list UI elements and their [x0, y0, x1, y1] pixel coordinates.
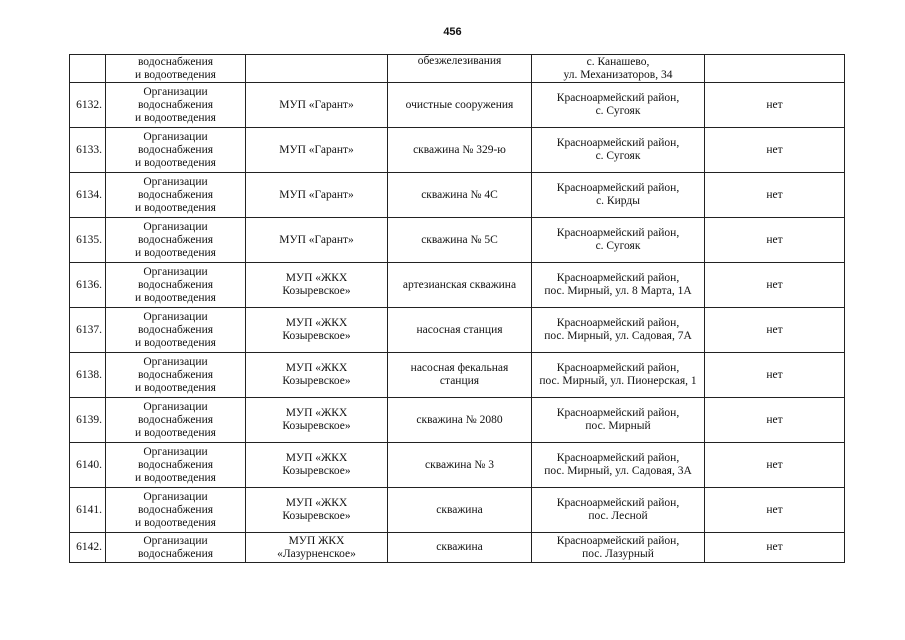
table-row [70, 488, 845, 533]
cell-address: с. Канашево, ул. Механизаторов, 34 [532, 55, 705, 83]
table-row [70, 263, 845, 308]
table-row [70, 83, 845, 128]
cell-status: нет [705, 173, 845, 218]
cell-address: Красноармейский район, с. Сугояк [532, 83, 705, 128]
cell-organization: МУП «ЖКХ Козыревское» [246, 308, 388, 353]
cell-organization: МУП «Гарант» [246, 173, 388, 218]
cell-number [70, 55, 106, 83]
cell-address: Красноармейский район, пос. Мирный, ул. Пионерская, 1 [532, 353, 705, 398]
cell-status: нет [705, 128, 845, 173]
cell-address: Красноармейский район, пос. Лесной [532, 488, 705, 533]
cell-category: Организации водоснабжения и водоотведения [106, 308, 246, 353]
cell-category: Организации водоснабжения и водоотведения [106, 488, 246, 533]
registry-table [69, 54, 845, 563]
cell-object: скважина [388, 488, 532, 533]
cell-address: Красноармейский район, пос. Мирный, ул. Садовая, 7А [532, 308, 705, 353]
table-row [70, 443, 845, 488]
cell-category: Организации водоснабжения и водоотведения [106, 218, 246, 263]
cell-category: Организации водоснабжения и водоотведения [106, 173, 246, 218]
cell-status: нет [705, 488, 845, 533]
cell-category: Организации водоснабжения и водоотведения [106, 128, 246, 173]
cell-object: обезжелезивания [388, 55, 532, 83]
cell-category: Организации водоснабжения и водоотведения [106, 263, 246, 308]
cell-organization: МУП ЖКХ «Лазурненское» [246, 533, 388, 563]
cell-organization: МУП «ЖКХ Козыревское» [246, 488, 388, 533]
cell-organization: МУП «ЖКХ Козыревское» [246, 263, 388, 308]
cell-organization: МУП «ЖКХ Козыревское» [246, 443, 388, 488]
cell-category: Организации водоснабжения и водоотведения [106, 353, 246, 398]
cell-object: артезианская скважина [388, 263, 532, 308]
table-row [70, 398, 845, 443]
cell-number: 6141. [70, 488, 106, 533]
cell-object: очистные сооружения [388, 83, 532, 128]
cell-status: нет [705, 218, 845, 263]
cell-object: скважина № 2080 [388, 398, 532, 443]
table-row [70, 353, 845, 398]
cell-address: Красноармейский район, с. Кирды [532, 173, 705, 218]
cell-number: 6140. [70, 443, 106, 488]
cell-category: Организации водоснабжения и водоотведения [106, 443, 246, 488]
cell-number: 6136. [70, 263, 106, 308]
table-row-continuation [70, 55, 845, 83]
cell-number: 6132. [70, 83, 106, 128]
cell-address: Красноармейский район, пос. Мирный, ул. Садовая, 3А [532, 443, 705, 488]
cell-number: 6139. [70, 398, 106, 443]
cell-object: скважина № 329-ю [388, 128, 532, 173]
cell-object: скважина [388, 533, 532, 563]
cell-organization: МУП «Гарант» [246, 218, 388, 263]
cell-status: нет [705, 533, 845, 563]
cell-status: нет [705, 398, 845, 443]
cell-category: Организации водоснабжения [106, 533, 246, 563]
cell-object: скважина № 5С [388, 218, 532, 263]
cell-address: Красноармейский район, с. Сугояк [532, 128, 705, 173]
table-row [70, 218, 845, 263]
cell-address: Красноармейский район, пос. Лазурный [532, 533, 705, 563]
cell-number: 6134. [70, 173, 106, 218]
cell-number: 6137. [70, 308, 106, 353]
cell-address: Красноармейский район, пос. Мирный [532, 398, 705, 443]
table-row [70, 173, 845, 218]
cell-organization: МУП «ЖКХ Козыревское» [246, 398, 388, 443]
table-row [70, 308, 845, 353]
cell-address: Красноармейский район, с. Сугояк [532, 218, 705, 263]
cell-category: Организации водоснабжения и водоотведения [106, 398, 246, 443]
cell-status [705, 55, 845, 83]
cell-status: нет [705, 443, 845, 488]
cell-object: скважина № 4С [388, 173, 532, 218]
cell-number: 6133. [70, 128, 106, 173]
cell-organization: МУП «Гарант» [246, 83, 388, 128]
cell-category: Организации водоснабжения и водоотведения [106, 83, 246, 128]
cell-object: насосная станция [388, 308, 532, 353]
table-row [70, 533, 845, 563]
cell-number: 6135. [70, 218, 106, 263]
cell-status: нет [705, 353, 845, 398]
cell-status: нет [705, 83, 845, 128]
cell-number: 6142. [70, 533, 106, 563]
cell-number: 6138. [70, 353, 106, 398]
cell-status: нет [705, 263, 845, 308]
cell-organization [246, 55, 388, 83]
cell-object: скважина № 3 [388, 443, 532, 488]
page-number: 456 [443, 26, 462, 38]
cell-address: Красноармейский район, пос. Мирный, ул. 8 Марта, 1А [532, 263, 705, 308]
cell-organization: МУП «ЖКХ Козыревское» [246, 353, 388, 398]
cell-organization: МУП «Гарант» [246, 128, 388, 173]
table-row [70, 128, 845, 173]
cell-status: нет [705, 308, 845, 353]
table-body [70, 55, 845, 563]
cell-object: насосная фекальная станция [388, 353, 532, 398]
cell-category: водоснабжения и водоотведения [106, 55, 246, 83]
